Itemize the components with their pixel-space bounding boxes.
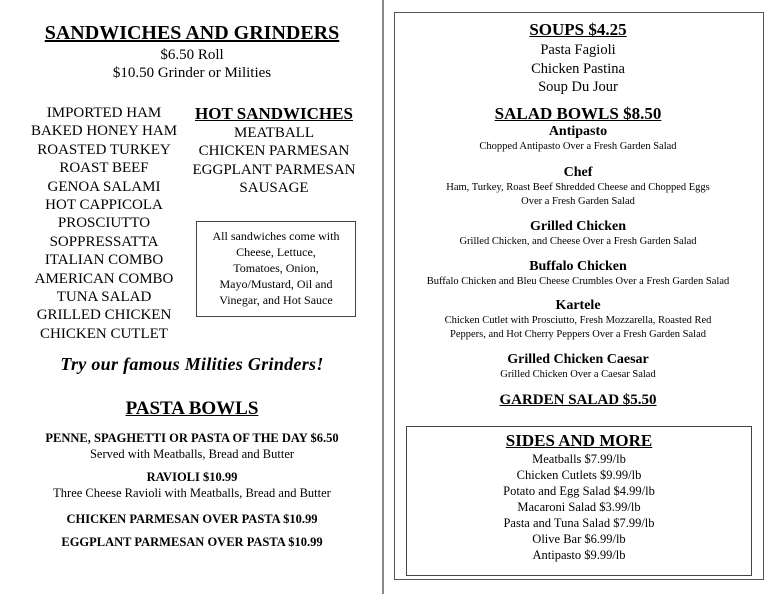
hot-sandwiches-title: HOT SANDWICHES	[195, 104, 353, 123]
list-item: Chicken Pastina	[531, 60, 625, 77]
list-item: PROSCIUTTO	[57, 215, 151, 232]
hot-sandwiches-section	[184, 104, 364, 198]
note-line: All sandwiches come with	[212, 229, 340, 243]
salad-name: Grilled Chicken Caesar	[507, 352, 649, 367]
list-item: Antipasto $9.99/lb	[532, 548, 626, 562]
price-roll: $6.50 Roll	[160, 47, 224, 63]
price-grinder: $10.50 Grinder or Milities	[112, 65, 272, 81]
sides-list	[407, 451, 751, 563]
salad-name: Chef	[563, 165, 593, 180]
salad-item	[388, 124, 768, 154]
pasta-item	[0, 534, 384, 550]
soups-list	[388, 41, 768, 97]
list-item: Pasta Fagioli	[540, 42, 616, 58]
sandwich-prices	[0, 46, 384, 82]
list-item: HOT CAPPICOLA	[45, 197, 163, 214]
sandwich-list	[20, 104, 188, 343]
salad-desc: Chicken Cutlet with Prosciutto, Fresh Mozzarella, Roasted Red	[444, 315, 712, 326]
note-line: Mayo/Mustard, Oil and	[219, 277, 333, 291]
list-item: CHICKEN CUTLET	[40, 325, 168, 342]
salad-desc: Peppers, and Hot Cherry Peppers Over a Fresh Garden Salad	[449, 329, 706, 340]
list-item: Soup Du Jour	[538, 79, 618, 95]
salad-desc: Grilled Chicken, and Cheese Over a Fresh Garden Salad	[459, 236, 697, 247]
sandwiches-title: SANDWICHES AND GRINDERS	[44, 22, 340, 44]
salad-desc: Grilled Chicken Over a Caesar Salad	[500, 369, 656, 380]
list-item: GENOA SALAMI	[47, 178, 161, 195]
sides-title: SIDES AND MORE	[505, 431, 653, 450]
salad-desc: Chopped Antipasto Over a Fresh Garden Salad	[479, 141, 677, 152]
pasta-item-name: RAVIOLI $10.99	[146, 470, 238, 484]
pasta-item-name: PENNE, SPAGHETTI OR PASTA OF THE DAY $6.50	[45, 431, 339, 445]
list-item: ITALIAN COMBO	[44, 252, 164, 269]
note-line: Vinegar, and Hot Sauce	[219, 293, 333, 307]
salad-desc: Buffalo Chicken and Bleu Cheese Crumbles Over a Fresh Garden Salad	[426, 276, 730, 287]
list-item: ROASTED TURKEY	[37, 141, 171, 158]
list-item: Pasta and Tuna Salad $7.99/lb	[503, 516, 655, 530]
salad-item	[388, 352, 768, 382]
garden-salad: GARDEN SALAD $5.50	[499, 392, 657, 408]
list-item: Meatballs $7.99/lb	[532, 452, 626, 466]
pasta-item-name: EGGPLANT PARMESAN OVER PASTA $10.99	[61, 535, 323, 549]
pasta-item-desc: Three Cheese Ravioli with Meatballs, Bread and Butter	[53, 486, 331, 500]
list-item: Olive Bar $6.99/lb	[532, 532, 626, 546]
salads-title: SALAD BOWLS $8.50	[494, 104, 662, 123]
list-item: MEATBALL	[234, 125, 314, 141]
list-item: IMPORTED HAM	[46, 105, 162, 121]
salad-desc: Over a Fresh Garden Salad	[521, 196, 635, 207]
pasta-item	[0, 430, 384, 462]
note-line: Tomatoes, Onion,	[233, 261, 319, 275]
list-item: ROAST BEEF	[59, 160, 149, 177]
sandwich-note-box	[196, 221, 356, 317]
list-item: SOPPRESSATTA	[49, 233, 159, 250]
soups-title: SOUPS $4.25	[529, 20, 627, 39]
sides-box	[406, 426, 752, 576]
salad-desc: Ham, Turkey, Roast Beef Shredded Cheese and Chopped Eggs	[446, 182, 710, 193]
pasta-title: PASTA BOWLS	[125, 398, 259, 419]
salad-name: Kartele	[555, 298, 601, 313]
list-item: EGGPLANT PARMESAN	[192, 161, 356, 178]
salad-item	[388, 259, 768, 289]
milities-promo: Try our famous Milities Grinders!	[60, 354, 324, 374]
list-item: Chicken Cutlets $9.99/lb	[516, 468, 642, 482]
pasta-item-desc: Served with Meatballs, Bread and Butter	[89, 447, 295, 461]
pasta-item	[0, 511, 384, 527]
list-item: CHICKEN PARMESAN	[198, 143, 350, 160]
salad-name: Buffalo Chicken	[529, 259, 627, 274]
salad-item	[388, 298, 768, 342]
list-item: BAKED HONEY HAM	[30, 123, 178, 140]
list-item: Potato and Egg Salad $4.99/lb	[503, 484, 655, 498]
salad-item	[388, 165, 768, 209]
pasta-item-name: CHICKEN PARMESAN OVER PASTA $10.99	[66, 512, 318, 526]
salad-name: Grilled Chicken	[529, 219, 627, 234]
pasta-item	[0, 469, 384, 501]
note-line: Cheese, Lettuce,	[236, 245, 316, 259]
right-menu-panel	[388, 0, 768, 594]
list-item: Macaroni Salad $3.99/lb	[517, 500, 641, 514]
salad-name: Antipasto	[548, 124, 608, 139]
list-item: TUNA SALAD	[56, 289, 152, 306]
salad-item	[388, 219, 768, 249]
list-item: GRILLED CHICKEN	[36, 307, 172, 324]
list-item: AMERICAN COMBO	[34, 270, 174, 287]
list-item: SAUSAGE	[239, 180, 309, 197]
